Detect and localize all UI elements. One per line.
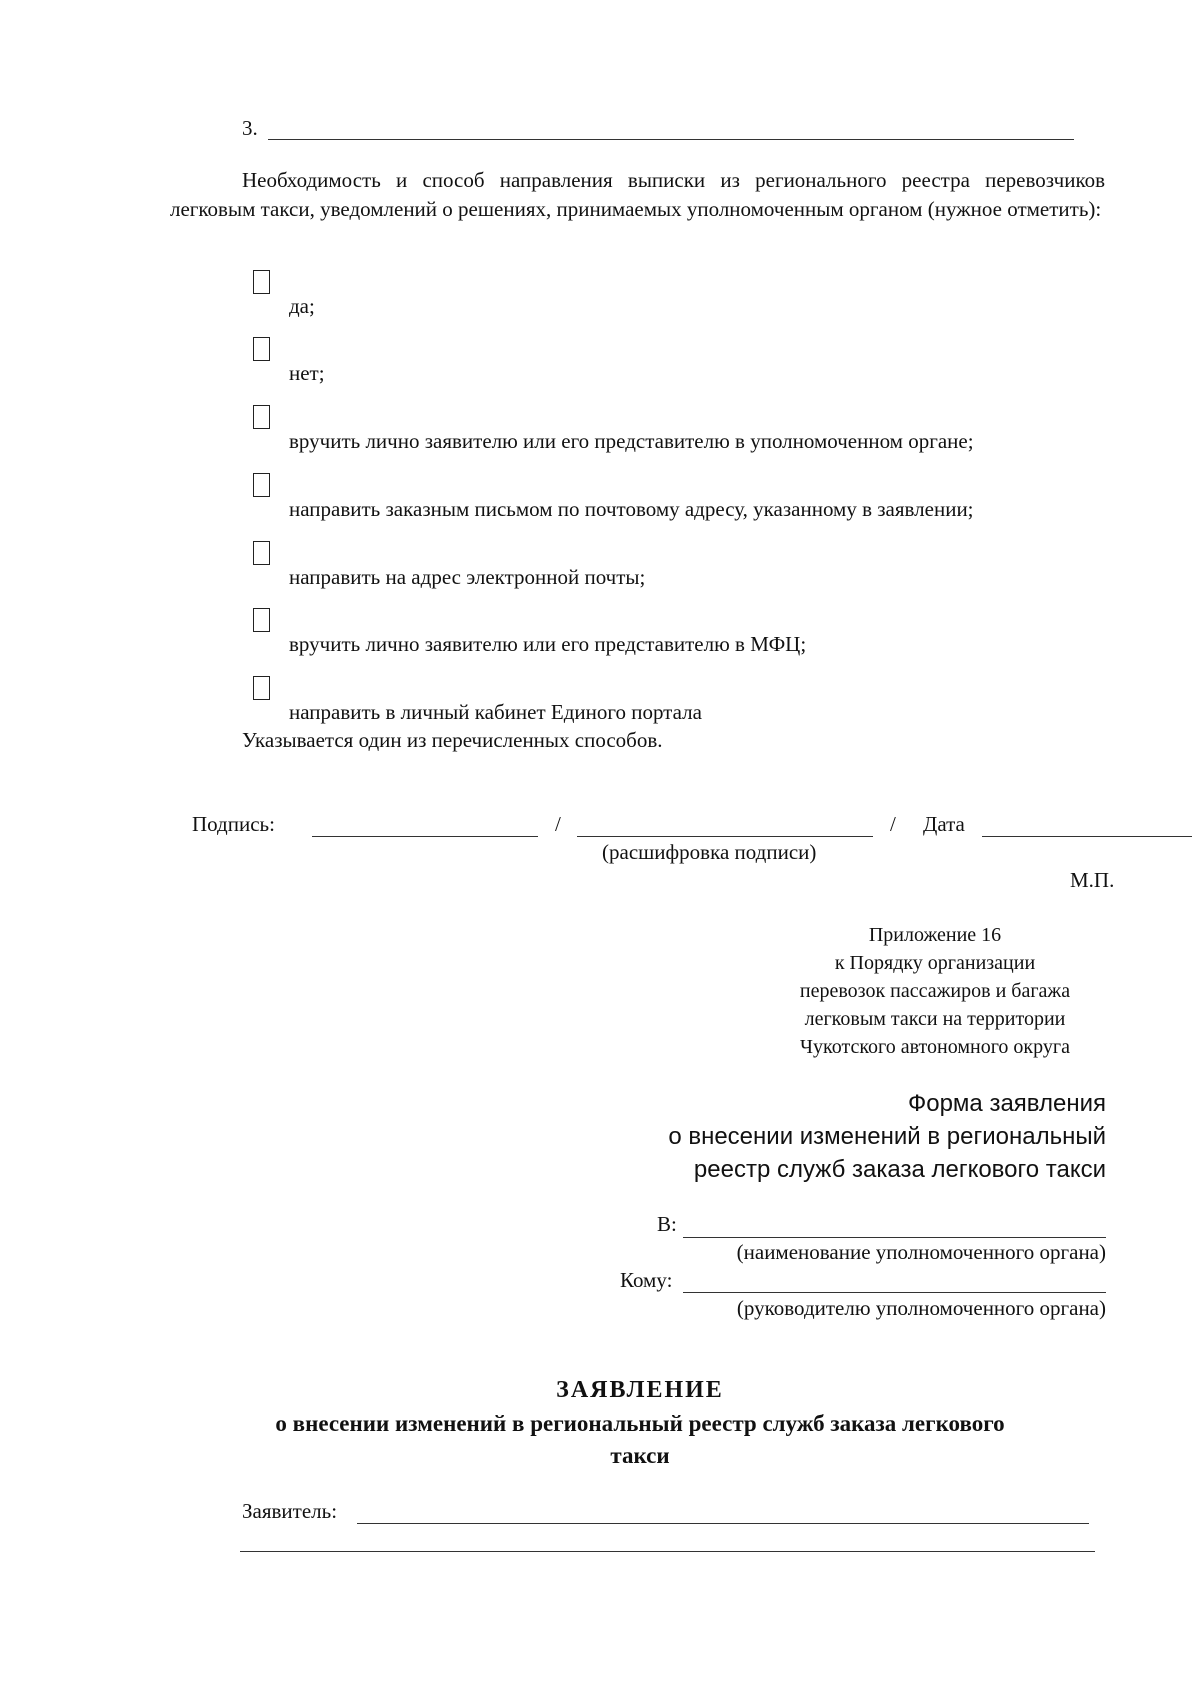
statement-subtitle-line-2: такси: [610, 1443, 670, 1468]
option-email-label: направить на адрес электронной почты;: [289, 565, 646, 589]
signature-decode-line[interactable]: [577, 836, 873, 837]
checkbox-email[interactable]: [253, 541, 270, 565]
form-title-line-3: реестр служб заказа легкового такси: [693, 1156, 1106, 1183]
to-caption: (наименование уполномоченного органа): [736, 1240, 1106, 1264]
to-label: В:: [657, 1212, 677, 1236]
option-yes-label: да;: [289, 294, 315, 318]
whom-label: Кому:: [620, 1268, 673, 1292]
checkbox-no[interactable]: [253, 337, 270, 361]
form-title-line-1: Форма заявления: [907, 1090, 1106, 1117]
appendix-number: Приложение 16: [868, 924, 1002, 946]
option-personal-authority-label: вручить лично заявителю или его представителю в уполномоченном органе;: [289, 429, 974, 453]
signature-decode-caption: (расшифровка подписи): [602, 840, 817, 864]
whom-line[interactable]: [683, 1292, 1106, 1293]
checkbox-registered-mail[interactable]: [253, 473, 270, 497]
date-line[interactable]: [982, 836, 1192, 837]
option-mfc-label: вручить лично заявителю или его представителю в МФЦ;: [289, 632, 807, 656]
signature-slash: /: [555, 812, 561, 836]
date-label: Дата: [923, 812, 965, 836]
option-portal-label: направить в личный кабинет Единого портала: [289, 700, 702, 724]
applicant-line-1[interactable]: [357, 1523, 1089, 1524]
applicant-label: Заявитель:: [242, 1499, 338, 1523]
signature-label: Подпись:: [192, 812, 275, 836]
appendix-line-4: легковым такси на территории: [804, 1008, 1066, 1030]
statement-title: ЗАЯВЛЕНИЕ: [556, 1377, 724, 1403]
date-slash: /: [890, 812, 896, 836]
stamp-mark: М.П.: [1070, 868, 1115, 892]
delivery-method-paragraph: Необходимость и способ направления выписки из регионального реестра перевозчиков легковым такси, уведомлений о решениях, принимаемых уполномоченным органом (нужное отметить):: [170, 168, 1105, 221]
checkbox-personal-authority[interactable]: [253, 405, 270, 429]
signature-line[interactable]: [312, 836, 538, 837]
whom-caption: (руководителю уполномоченного органа): [736, 1296, 1106, 1320]
item-number: 3.: [242, 116, 258, 140]
appendix-line-5: Чукотского автономного округа: [800, 1036, 1070, 1058]
checkbox-mfc[interactable]: [253, 608, 270, 632]
checkbox-portal[interactable]: [253, 676, 270, 700]
option-no-label: нет;: [289, 361, 325, 385]
method-note: Указывается один из перечисленных способов.: [242, 728, 663, 752]
applicant-line-2[interactable]: [240, 1551, 1095, 1552]
appendix-line-3: перевозок пассажиров и багажа: [799, 980, 1071, 1002]
to-authority-line[interactable]: [683, 1237, 1106, 1238]
option-registered-mail-label: направить заказным письмом по почтовому адресу, указанному в заявлении;: [289, 497, 974, 521]
form-title-line-2: о внесении изменений в региональный: [668, 1123, 1106, 1150]
checkbox-yes[interactable]: [253, 270, 270, 294]
appendix-line-2: к Порядку организации: [834, 952, 1036, 974]
statement-subtitle-line-1: о внесении изменений в региональный реестр служб заказа легкового: [275, 1411, 1005, 1436]
item3-fill-line[interactable]: [268, 139, 1074, 140]
